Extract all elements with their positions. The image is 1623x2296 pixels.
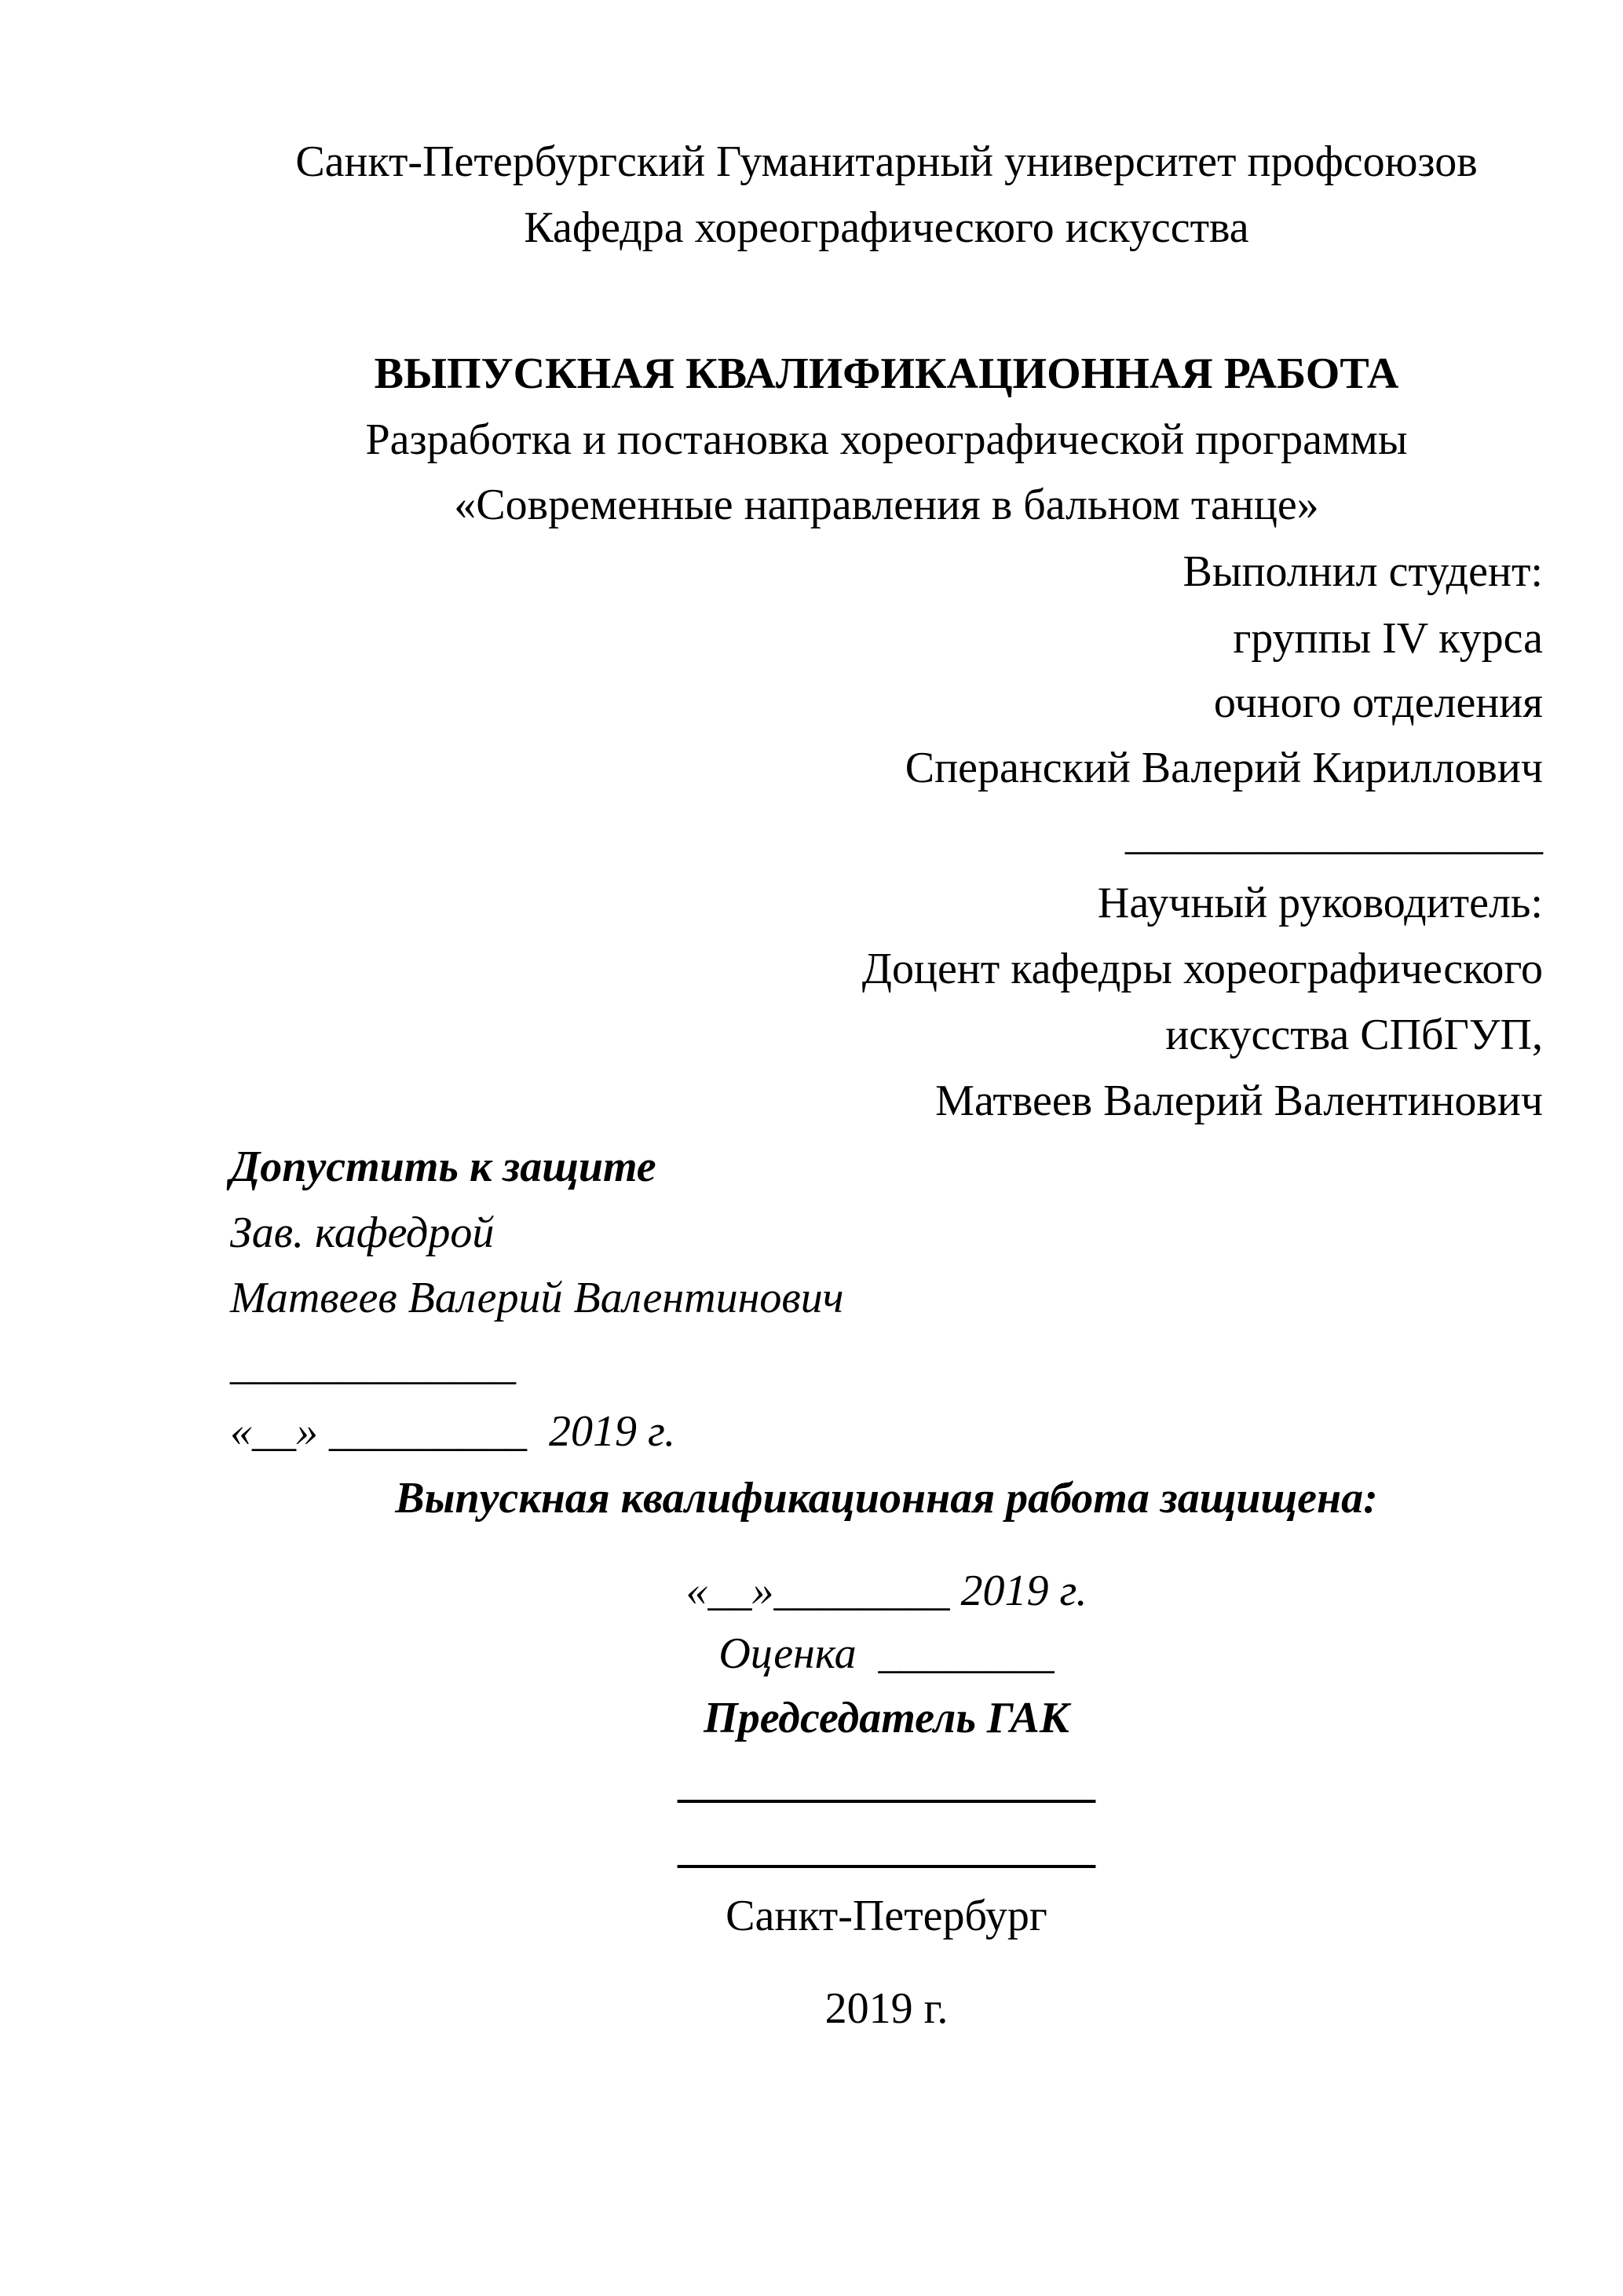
student-name: Сперанский Валерий Кириллович bbox=[905, 744, 1543, 792]
admit-to-defense-label: Допустить к защите bbox=[230, 1143, 656, 1191]
dept-head-label: Зав. кафедрой bbox=[230, 1208, 495, 1257]
year-label: 2019 г. bbox=[824, 1984, 949, 2033]
grade-line: Оценка ________ bbox=[718, 1629, 1055, 1678]
work-title-line1: Разработка и постановка хореографической программы bbox=[365, 415, 1408, 464]
admission-date-line: «__» _________ 2019 г. bbox=[230, 1407, 676, 1456]
advisor-position-line2: искусства СПбГУП, bbox=[1165, 1011, 1543, 1059]
defended-heading: Выпускная квалификационная работа защищена: bbox=[395, 1474, 1378, 1523]
advisor-label: Научный руководитель: bbox=[1097, 879, 1543, 927]
work-title-line2: «Современные направления в бальном танце» bbox=[454, 481, 1319, 529]
study-form: очного отделения bbox=[1213, 678, 1543, 727]
student-signature-line: ___________________ bbox=[1125, 810, 1543, 859]
university-name: Санкт-Петербургский Гуманитарный университет профсоюзов bbox=[295, 137, 1478, 186]
advisor-position-line1: Доцент кафедры хореографического bbox=[861, 945, 1543, 993]
work-type-heading: ВЫПУСКНАЯ КВАЛИФИКАЦИОННАЯ РАБОТА bbox=[374, 349, 1399, 398]
admission-signature-line: _____________ bbox=[230, 1340, 516, 1389]
defense-date-line: «__»________ 2019 г. bbox=[685, 1567, 1087, 1615]
chairman-label: Председатель ГАК bbox=[704, 1694, 1069, 1742]
city-label: Санкт-Петербург bbox=[726, 1892, 1047, 1940]
advisor-name: Матвеев Валерий Валентинович bbox=[935, 1077, 1543, 1125]
department-name: Кафедра хореографического искусства bbox=[524, 203, 1249, 252]
chairman-signature-line1: ___________________ bbox=[678, 1758, 1095, 1807]
student-group: группы IV курса bbox=[1233, 614, 1543, 663]
performed-by-label: Выполнил студент: bbox=[1183, 547, 1543, 596]
dept-head-name: Матвеев Валерий Валентинович bbox=[230, 1274, 844, 1322]
chairman-signature-line2: ___________________ bbox=[678, 1823, 1095, 1872]
